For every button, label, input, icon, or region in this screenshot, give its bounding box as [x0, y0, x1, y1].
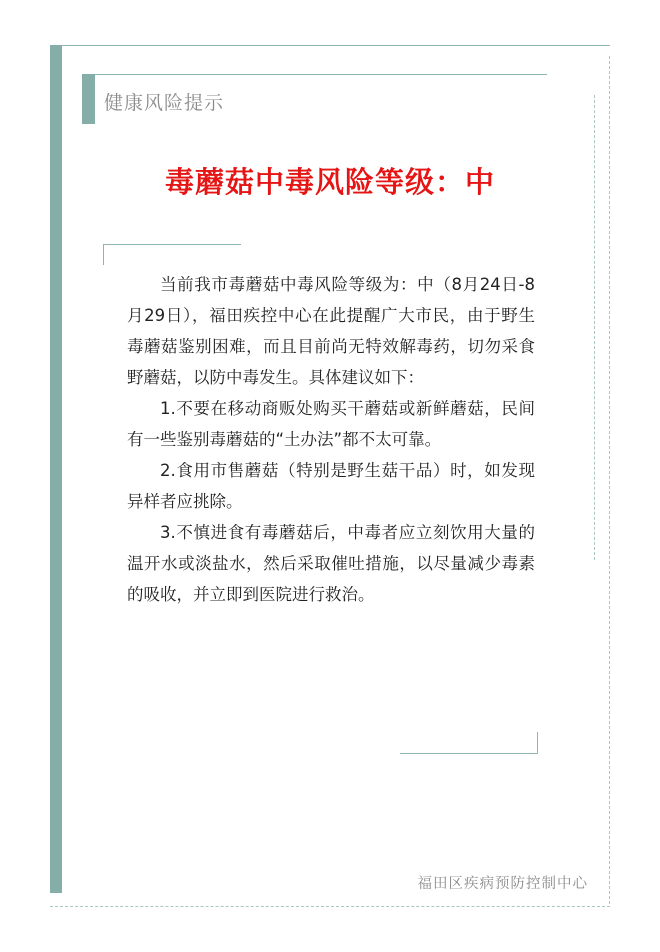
intro-paragraph: 当前我市毒蘑菇中毒风险等级为：中（8月24日-8月29日），福田疾控中心在此提醒广大市民，由于野生毒蘑菇鉴别困难，而且目前尚无特效解毒药，切勿采食野蘑菇，以防中毒发生。具体建议如下： — [127, 275, 535, 387]
advice-item-3: 3.不慎进食有毒蘑菇后，中毒者应立刻饮用大量的温开水或淡盐水，然后采取催吐措施，以尽量减少毒素的吸收，并立即到医院进行救治。 — [127, 523, 535, 604]
corner-bracket-bottom-right-horizontal — [400, 753, 538, 754]
notice-body — [127, 269, 535, 610]
corner-bracket-top-left-vertical — [103, 244, 104, 265]
advice-item-2: 2.食用市售蘑菇（特别是野生菇干品）时，如发现异样者应挑除。 — [127, 461, 535, 511]
bottom-frame-dashed-line — [50, 906, 610, 907]
corner-bracket-top-left-horizontal — [103, 244, 241, 245]
header-accent-block — [82, 74, 95, 124]
risk-level-title: 毒蘑菇中毒风险等级：中 — [164, 165, 495, 199]
corner-bracket-bottom-right-vertical — [537, 732, 538, 753]
header-rule — [95, 74, 547, 75]
advice-item-1: 1.不要在移动商贩处购买干蘑菇或新鲜蘑菇，民间有一些鉴别毒蘑菇的“土办法”都不太可靠。 — [127, 399, 535, 449]
section-header-title: 健康风险提示 — [104, 92, 225, 114]
issuer-name: 福田区疾病预防控制中心 — [417, 876, 588, 892]
top-frame-line — [62, 45, 610, 46]
